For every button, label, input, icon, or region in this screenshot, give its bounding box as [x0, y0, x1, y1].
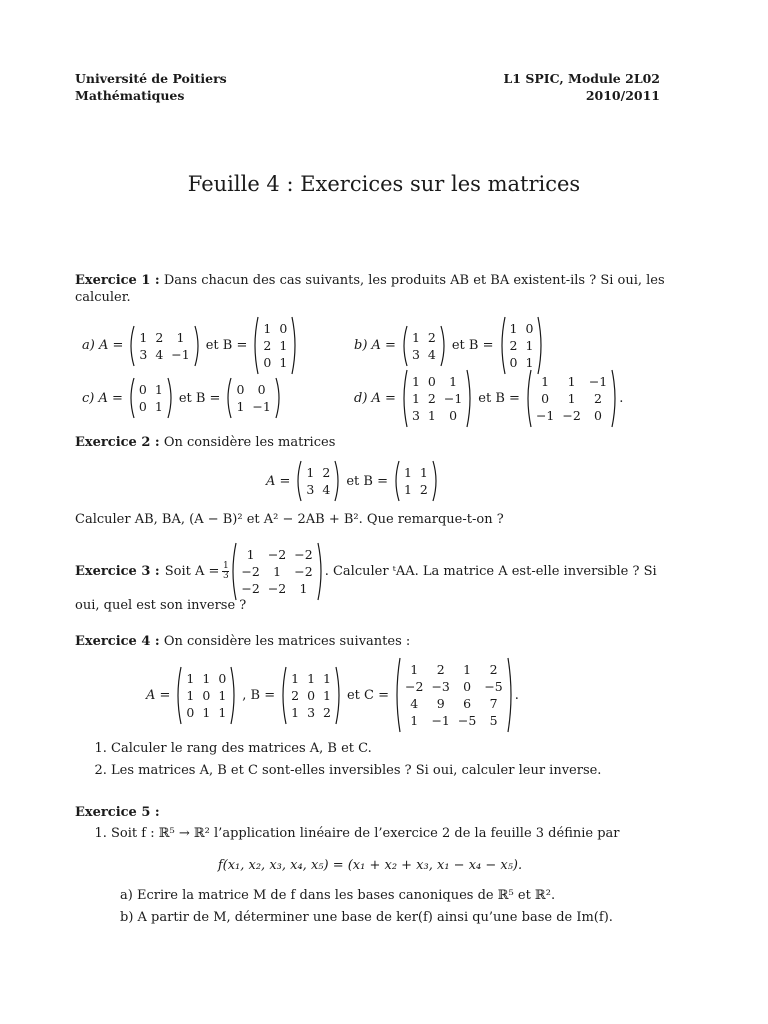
matrix-cell: 1	[567, 391, 576, 406]
matrix-cell: 0	[427, 374, 436, 389]
matrix-cell: 1	[411, 391, 420, 406]
ex5-question-list	[75, 823, 665, 845]
matrix-cell: 3	[411, 408, 420, 423]
matrix-cell: 2	[594, 391, 602, 406]
academic-year: 2010/2011	[585, 88, 660, 103]
matrix-cell: −1	[443, 391, 463, 406]
matrix-cell: 1	[263, 321, 272, 336]
matrix-cell: −2	[241, 564, 260, 579]
ex3-pre: Soit A =	[164, 564, 220, 579]
exercise-4-heading: Exercice 4 :	[75, 634, 160, 649]
matrix-cell: 1	[323, 670, 331, 686]
matrix-cell: 1	[306, 465, 315, 480]
matrix-cell: 1	[236, 399, 245, 414]
matrix-cell: 1	[218, 704, 227, 720]
ex1-case-c	[78, 377, 283, 419]
exercise-5-heading: Exercice 5 :	[75, 805, 160, 820]
ex2-matrix-B	[392, 460, 440, 502]
ex1-case-d	[350, 369, 623, 428]
exercise-4-text: On considère les matrices suivantes :	[163, 634, 411, 649]
ex4-questions	[75, 738, 665, 782]
exercise-2-heading: Exercice 2 :	[75, 435, 160, 450]
page-title: Feuille 4 : Exercices sur les matrices	[187, 172, 581, 196]
exercise-2-text: On considère les matrices	[163, 435, 336, 450]
matrix-cell: 2	[155, 329, 164, 345]
matrix-cell: 1	[218, 687, 227, 703]
ex3-post: . Calculer ᵗAA. La matrice A est-elle inversible ? Si	[324, 564, 657, 579]
matrix-cell: 1	[449, 374, 458, 389]
matrix-cell: 1	[291, 670, 300, 686]
ex4-question-2: 2. Les matrices A, B et C sont-elles inversibles ? Si oui, calculer leur inverse.	[111, 760, 665, 782]
matrix-cell: 0	[186, 704, 195, 720]
ex4-C-label: et C =	[346, 687, 390, 703]
matrix-cell: 2	[419, 482, 428, 497]
ex3-fraction	[222, 562, 229, 581]
case-a-matrix-A	[127, 325, 201, 367]
header-left	[75, 70, 227, 104]
ex3-frac-num: 1	[223, 561, 229, 571]
matrix-cell: −2	[294, 547, 313, 562]
exercise-1	[75, 272, 665, 306]
exercise-1-statement	[75, 272, 665, 306]
matrix-cell: 2	[509, 338, 518, 353]
ex4-matrix-A	[174, 666, 238, 725]
matrix-cell: −1	[171, 346, 190, 362]
ex3-continuation: oui, quel est son inverse ?	[75, 598, 247, 613]
matrix-cell: 1	[273, 564, 282, 579]
matrix-cell: 0	[541, 391, 550, 406]
matrix-cell: −5	[457, 713, 477, 728]
ex4-matrix-B	[279, 666, 343, 725]
matrix-cell: 4	[322, 482, 331, 497]
matrix-cell: 1	[154, 382, 163, 397]
matrix-cell: 1	[525, 355, 534, 370]
matrix-cell: 1	[246, 547, 255, 562]
matrix-cell: 2	[436, 662, 445, 677]
matrix-cell: 2	[322, 465, 331, 480]
matrix-cell: 0	[257, 382, 266, 397]
case-c-matrix-A	[127, 377, 175, 419]
matrix-cell: 1	[411, 329, 420, 345]
matrix-cell: 0	[138, 399, 147, 414]
matrix-cell: −5	[484, 679, 503, 694]
matrix-cell: 1	[279, 355, 288, 370]
matrix-cell: −3	[431, 679, 450, 694]
ex4-question-list	[75, 738, 665, 782]
exercise-4	[75, 633, 665, 650]
matrix-cell: 1	[427, 408, 436, 423]
matrix-cell: 0	[279, 321, 288, 336]
department-name: Mathématiques	[75, 88, 185, 103]
matrix-cell: 9	[436, 696, 445, 711]
exercise-3	[75, 542, 657, 601]
matrix-cell: 2	[489, 662, 498, 677]
ex1-case-a	[78, 316, 299, 375]
matrix-cell: 3	[139, 346, 148, 362]
matrix-cell: 0	[218, 670, 227, 686]
ex4-matrices	[142, 657, 519, 733]
matrix-cell: 1	[411, 374, 420, 389]
matrix-cell: −1	[252, 399, 271, 414]
matrix-cell: −2	[267, 581, 287, 596]
matrix-cell: 1	[154, 399, 163, 414]
case-c-mid: et B =	[178, 390, 221, 406]
case-a-label: a) A =	[82, 338, 124, 353]
matrix-cell: −2	[267, 547, 287, 562]
exercise-1-heading: Exercice 1 :	[75, 273, 160, 288]
matrix-cell: 1	[419, 465, 428, 480]
matrix-cell: 3	[306, 482, 315, 497]
matrix-cell: 1	[186, 670, 195, 686]
matrix-cell: 4	[427, 346, 436, 362]
ex5-sub-b: b) A partir de M, déterminer une base de ker(f) ainsi qu’une base de Im(f).	[120, 910, 613, 925]
matrix-cell: 1	[567, 374, 576, 389]
matrix-cell: 2	[291, 687, 300, 703]
ex2-matrix-A	[294, 460, 342, 502]
case-b-matrix-B	[498, 316, 546, 375]
matrix-cell: 1	[202, 670, 211, 686]
matrix-cell: 6	[463, 696, 472, 711]
case-c-label: c) A =	[82, 390, 123, 406]
matrix-cell: 1	[202, 704, 211, 720]
ex4-question-1: 1. Calculer le rang des matrices A, B et C.	[111, 738, 665, 760]
matrix-cell: −1	[588, 374, 608, 389]
matrix-cell: 0	[263, 355, 272, 370]
matrix-cell: 1	[139, 329, 148, 345]
matrix-cell: 2	[427, 391, 436, 406]
case-d-matrix-A	[400, 369, 474, 428]
matrix-cell: 1	[403, 482, 412, 497]
case-b-label: b) A =	[354, 338, 396, 353]
matrix-cell: 1	[403, 465, 412, 480]
matrix-cell: 5	[489, 713, 498, 728]
matrix-cell: 0	[509, 355, 518, 370]
case-d-end: .	[619, 391, 624, 406]
case-b-matrix-A	[400, 325, 448, 367]
ex1-case-b	[350, 316, 545, 375]
matrix-cell: 0	[307, 687, 316, 703]
matrix-cell: 1	[541, 374, 550, 389]
matrix-cell: −1	[431, 713, 450, 728]
university-name: Université de Poitiers	[75, 71, 227, 86]
matrix-cell: 7	[489, 696, 498, 711]
matrix-cell: 0	[525, 321, 534, 336]
ex2-matrices	[262, 460, 440, 502]
case-d-mid: et B =	[478, 391, 520, 406]
matrix-cell: 0	[236, 382, 245, 397]
case-a-mid: et B =	[205, 338, 248, 353]
matrix-cell: 0	[463, 679, 472, 694]
ex3-matrix-A	[229, 542, 324, 601]
exercise-5	[75, 804, 665, 929]
matrix-cell: 4	[410, 696, 419, 711]
matrix-cell: 4	[155, 346, 164, 362]
exercise-1-text: Dans chacun des cas suivants, les produits AB et BA existent-ils ? Si oui, les calculer.	[75, 273, 665, 305]
case-b-mid: et B =	[451, 338, 494, 353]
ex4-A-label: A =	[146, 687, 171, 703]
case-d-matrix-B	[524, 369, 619, 428]
matrix-cell: −2	[294, 564, 313, 579]
matrix-cell: −2	[405, 679, 424, 694]
matrix-cell: 1	[279, 338, 288, 353]
matrix-cell: 1	[463, 662, 472, 677]
matrix-cell: 1	[525, 338, 534, 353]
matrix-cell: 1	[323, 687, 331, 703]
ex2-mid: et B =	[346, 473, 388, 489]
matrix-cell: 2	[263, 338, 272, 353]
ex4-end: .	[514, 687, 519, 703]
ex4-B-label: , B =	[242, 687, 276, 703]
matrix-cell: 3	[307, 704, 316, 720]
matrix-cell: 1	[410, 662, 419, 677]
ex5-formula: f(x₁, x₂, x₃, x₄, x₅) = (x₁ + x₂ + x₃, x₁ − x₄ − x₅).	[217, 858, 523, 873]
matrix-cell: 3	[411, 346, 420, 362]
matrix-cell: −1	[535, 408, 555, 423]
ex4-matrix-C	[393, 657, 515, 733]
ex5-sub-a: a) Ecrire la matrice M de f dans les bases canoniques de ℝ⁵ et ℝ².	[120, 888, 556, 903]
matrix-cell: 0	[138, 382, 147, 397]
ex2-A-label: A =	[266, 473, 291, 489]
matrix-cell: 1	[291, 704, 300, 720]
case-c-matrix-B	[224, 377, 282, 419]
case-d-label: d) A =	[354, 391, 396, 406]
matrix-cell: 0	[594, 408, 602, 423]
ex5-question-1: 1. Soit f : ℝ⁵ → ℝ² l’application linéaire de l’exercice 2 de la feuille 3 définie par	[111, 823, 665, 845]
ex2-question: Calculer AB, BA, (A − B)² et A² − 2AB + B². Que remarque-t-on ?	[75, 512, 504, 527]
exercise-3-heading: Exercice 3 :	[75, 564, 160, 579]
exercise-2	[75, 434, 665, 451]
matrix-cell: −2	[241, 581, 260, 596]
matrix-cell: 1	[299, 581, 308, 596]
matrix-cell: 0	[202, 687, 211, 703]
case-a-matrix-B	[251, 316, 299, 375]
matrix-cell: 1	[410, 713, 419, 728]
matrix-cell: 1	[307, 670, 316, 686]
matrix-cell: 1	[509, 321, 518, 336]
matrix-cell: 2	[427, 329, 436, 345]
matrix-cell: 2	[323, 704, 331, 720]
course-name: L1 SPIC, Module 2L02	[503, 71, 660, 86]
matrix-cell: 1	[186, 687, 195, 703]
matrix-cell: −2	[562, 408, 581, 423]
matrix-cell: 0	[449, 408, 458, 423]
ex3-frac-den: 3	[223, 571, 229, 581]
matrix-cell: 1	[176, 329, 185, 345]
header-right	[504, 70, 660, 104]
